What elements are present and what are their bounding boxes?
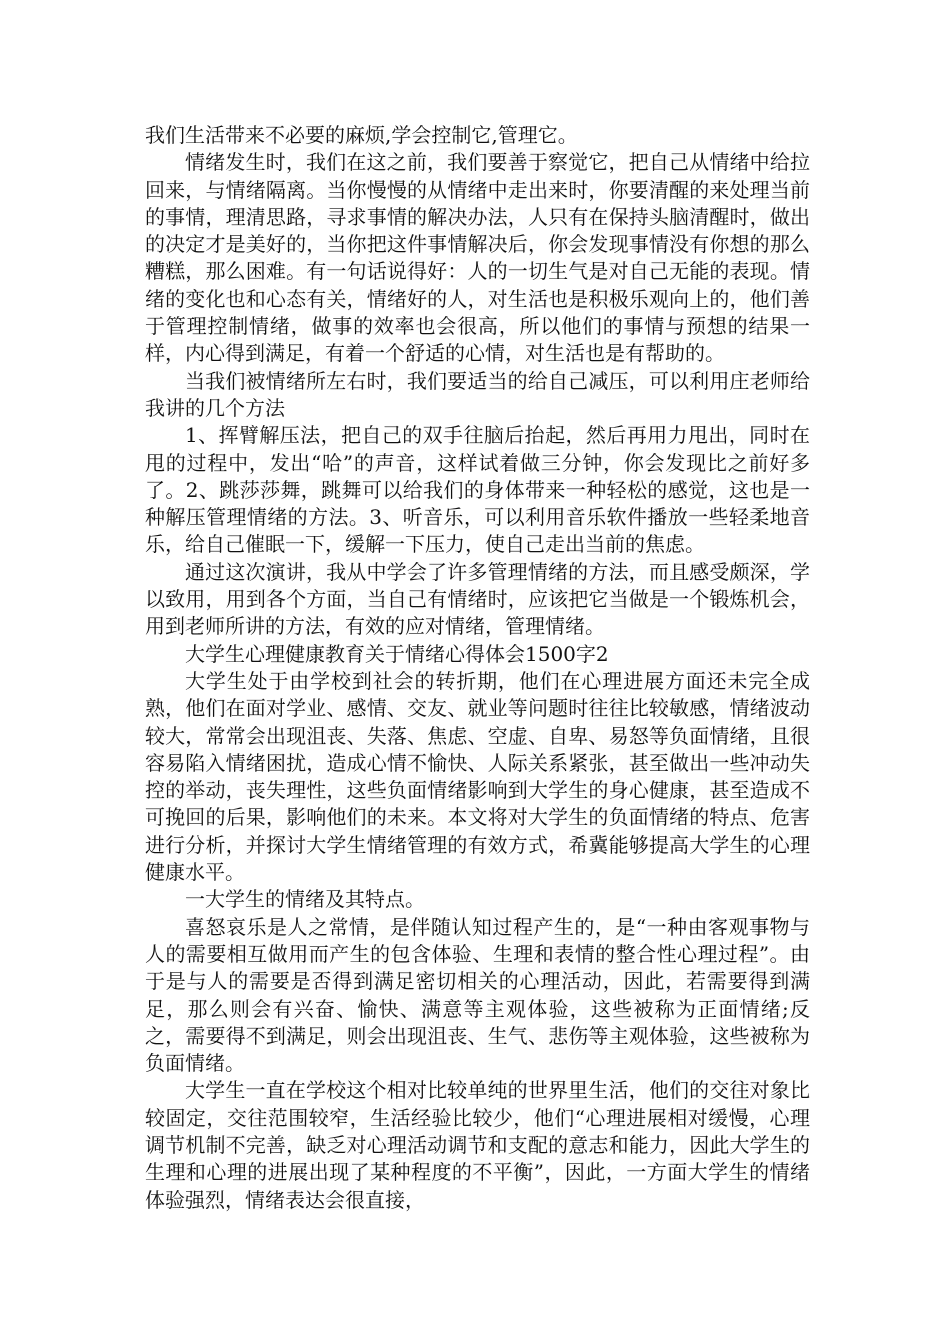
paragraph-2: 情绪发生时，我们在这之前，我们要善于察觉它，把自己从情绪中给拉回来，与情绪隔离。当你慢慢的从情绪中走出来时，你要清醒的来处理当前的事情，理清思路，寻求事情的解决办法，人只有在保持头脑清醒时，做出的决定才是美好的，当你把这件事情解决后，你会发现事情没有你想的那么糟糕，那么困难。有一句话说得好：人的一切生气是对自己无能的表现。情绪的变化也和心态有关，情绪好的人，对生活也是积极乐观向上的，他们善于管理控制情绪，做事的效率也会很高，所以他们的事情与预想的结果一样，内心得到满足，有着一个舒适的心情，对生活也是有帮助的。 [145,150,810,366]
subsection-heading: 一大学生的情绪及其特点。 [185,887,425,912]
paragraph-4: 1、挥臂解压法，把自己的双手往脑后抬起，然后再用力甩出，同时在甩的过程中，发出“哈”的声音，这样试着做三分钟，你会发现比之前好多了。2、跳莎莎舞，跳舞可以给我们的身体带来一种轻松的感觉，这也是一种解压管理情绪的方法。3、听音乐，可以利用音乐软件播放一些轻柔地音乐，给自己催眠一下，缓解一下压力，使自己走出当前的焦虑。 [145,423,810,557]
paragraph-7: 大学生处于由学校到社会的转折期，他们在心理进展方面还未完全成熟，他们在面对学业、感情、交友、就业等问题时往往比较敏感，情绪波动较大，常常会出现沮丧、失落、焦虑、空虚、自卑、易怒等负面情绪，且很容易陷入情绪困扰，造成心情不愉快、人际关系紧张，甚至做出一些冲动失控的举动，丧失理性，这些负面情绪影响到大学生的身心健康，甚至造成不可挽回的后果，影响他们的未来。本文将对大学生的负面情绪的特点、危害进行分析，并探讨大学生情绪管理的有效方式，希冀能够提高大学生的心理健康水平。 [145,668,810,885]
paragraph-5: 通过这次演讲，我从中学会了许多管理情绪的方法，而且感受颇深，学以致用，用到各个方面，当自己有情绪时，应该把它当做是一个锻炼机会，用到老师所讲的方法，有效的应对情绪，管理情绪。 [145,559,810,639]
paragraph-1: 我们生活带来不必要的麻烦,学会控制它,管理它。 [145,123,578,147]
section-heading: 大学生心理健康教育关于情绪心得体会1500字2 [185,641,609,666]
paragraph-10: 大学生一直在学校这个相对比较单纯的世界里生活，他们的交往对象比较固定，交往范围较窄，生活经验比较少，他们“心理进展相对缓慢，心理调节机制不完善，缺乏对心理活动调节和支配的意志和能力，因此大学生的生理和心理的进展出现了某种程度的不平衡”，因此，一方面大学生的情绪体验强烈，情绪表达会很直接， [145,1078,810,1212]
document-body [145,122,810,1214]
paragraph-9: 喜怒哀乐是人之常情，是伴随认知过程产生的，是“一种由客观事物与人的需要相互做用而产生的包含体验、生理和表情的整合性心理过程”。由于是与人的需要是否得到满足密切相关的心理活动，因此，若需要得到满足，那么则会有兴奋、愉快、满意等主观体验，这些被称为正面情绪;反之，需要得不到满足，则会出现沮丧、生气、悲伤等主观体验，这些被称为负面情绪。 [145,914,810,1076]
paragraph-3: 当我们被情绪所左右时，我们要适当的给自己减压，可以利用庄老师给我讲的几个方法 [145,368,810,420]
